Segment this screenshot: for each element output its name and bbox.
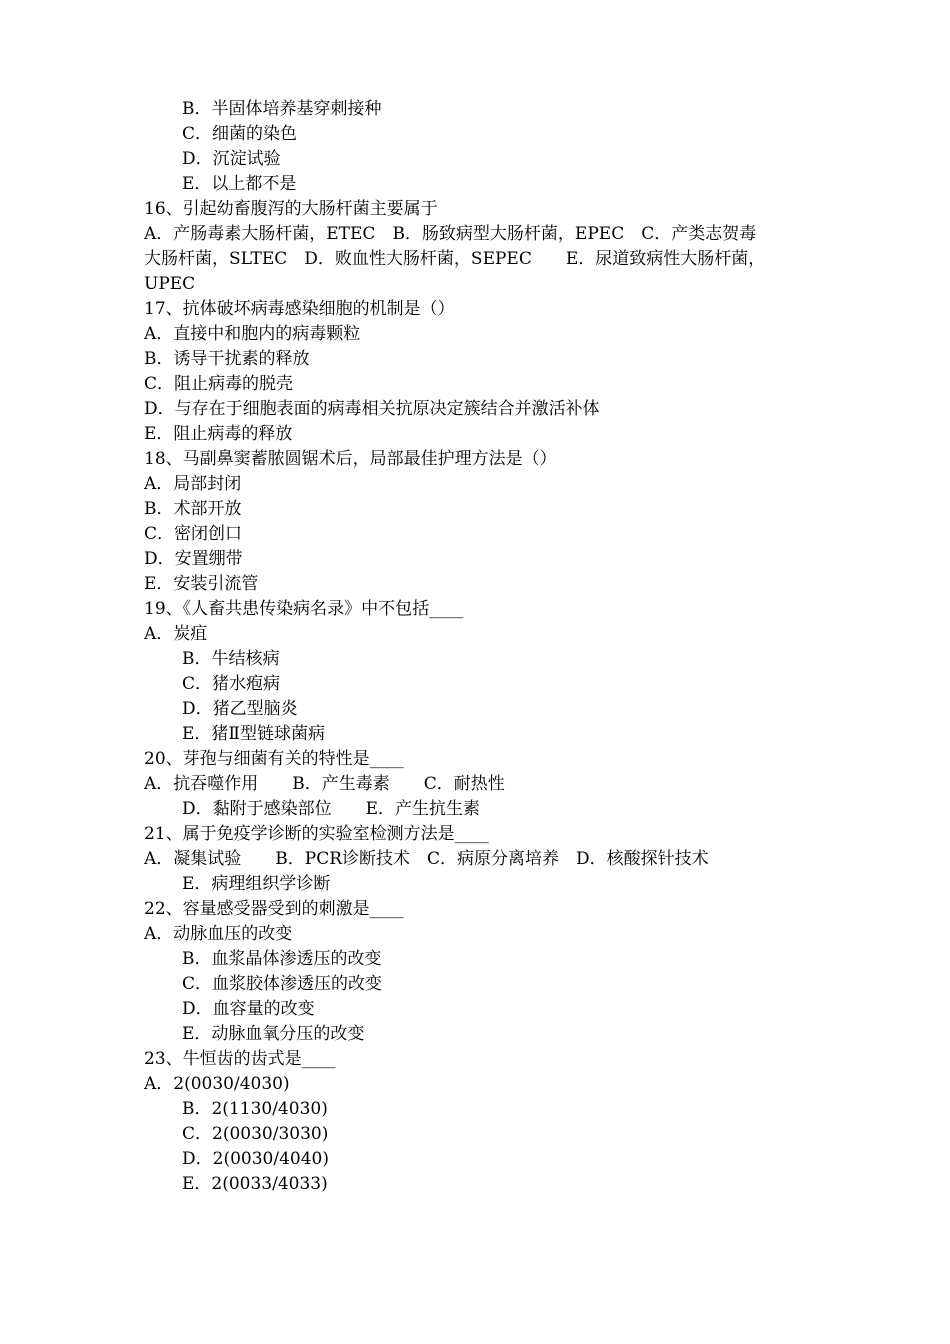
text-line: A．炭疽 — [144, 624, 208, 644]
text-line: B．诱导干扰素的释放 — [144, 349, 310, 369]
text-line: E．以上都不是 — [182, 174, 297, 194]
text-line: C．血浆胶体渗透压的改变 — [182, 974, 383, 994]
text-line: 21、属于免疫学诊断的实验室检测方法是____ — [144, 824, 489, 844]
text-line: A．直接中和胞内的病毒颗粒 — [144, 324, 361, 344]
text-line: D．黏附于感染部位 E．产生抗生素 — [182, 799, 481, 819]
text-line: C．阻止病毒的脱壳 — [144, 374, 294, 394]
text-line: E．猪Ⅱ型链球菌病 — [182, 724, 325, 744]
text-line: E．阻止病毒的释放 — [144, 424, 293, 444]
text-line: D．猪乙型脑炎 — [182, 699, 298, 719]
text-line: B．2(1130/4030) — [182, 1099, 328, 1119]
question-list — [144, 97, 814, 1197]
text-line: 22、容量感受器受到的刺激是____ — [144, 899, 404, 919]
text-line: C．2(0030/3030) — [182, 1124, 329, 1144]
text-line: A．产肠毒素大肠杆菌，ETEC B．肠致病型大肠杆菌，EPEC C．产类志贺毒 — [144, 224, 757, 244]
text-line: UPEC — [144, 274, 196, 294]
text-line: 17、抗体破坏病毒感染细胞的机制是（） — [144, 299, 455, 319]
text-line: C．密闭创口 — [144, 524, 243, 544]
text-line: A．动脉血压的改变 — [144, 924, 293, 944]
text-line: A．抗吞噬作用 B．产生毒素 C．耐热性 — [144, 774, 505, 794]
text-line: 大肠杆菌，SLTEC D．败血性大肠杆菌，SEPEC E．尿道致病性大肠杆菌， — [144, 249, 766, 269]
text-line: 19、《人畜共患传染病名录》中不包括____ — [144, 599, 464, 619]
text-line: 20、芽孢与细菌有关的特性是____ — [144, 749, 404, 769]
text-line: D．2(0030/4040) — [182, 1149, 329, 1169]
text-line: B．牛结核病 — [182, 649, 280, 669]
text-line: B．半固体培养基穿刺接种 — [182, 99, 382, 119]
text-line: 23、牛恒齿的齿式是____ — [144, 1049, 336, 1069]
text-line: E．动脉血氧分压的改变 — [182, 1024, 365, 1044]
text-line: A．2(0030/4030) — [144, 1074, 290, 1094]
text-line: A．局部封闭 — [144, 474, 242, 494]
text-line: C．猪水疱病 — [182, 674, 281, 694]
text-line: D．与存在于细胞表面的病毒相关抗原决定簇结合并激活补体 — [144, 399, 600, 419]
text-line: E．2(0033/4033) — [182, 1174, 328, 1194]
text-line: B．术部开放 — [144, 499, 242, 519]
text-line: C．细菌的染色 — [182, 124, 298, 144]
text-line: D．沉淀试验 — [182, 149, 281, 169]
text-line: A．凝集试验 B．PCR诊断技术 C．病原分离培养 D．核酸探针技术 — [144, 849, 709, 869]
text-line: D．血容量的改变 — [182, 999, 315, 1019]
text-line: D．安置绷带 — [144, 549, 243, 569]
text-line: 18、马副鼻窦蓄脓圆锯术后，局部最佳护理方法是（） — [144, 449, 557, 469]
text-line: B．血浆晶体渗透压的改变 — [182, 949, 382, 969]
text-line: 16、引起幼畜腹泻的大肠杆菌主要属于 — [144, 199, 438, 219]
text-line: E．病理组织学诊断 — [182, 874, 331, 894]
text-line: E．安装引流管 — [144, 574, 259, 594]
